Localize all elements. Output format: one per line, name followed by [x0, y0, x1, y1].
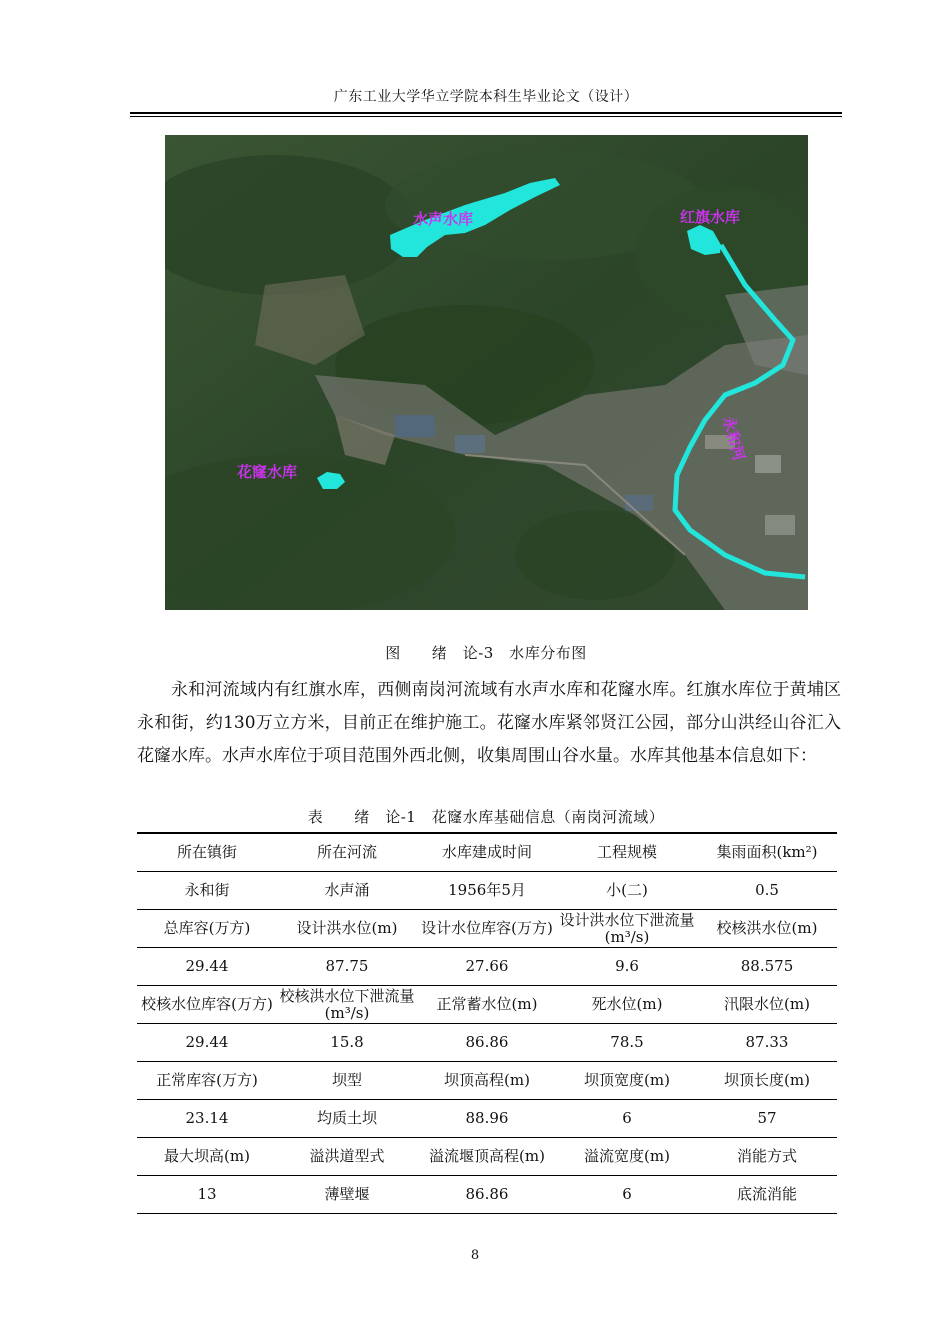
reservoir-info-table [137, 832, 837, 1214]
table-cell: 坝型 [277, 1062, 417, 1100]
table-cell: 校核洪水位下泄流量(m³/s) [277, 986, 417, 1024]
table-cell: 13 [197, 1185, 217, 1203]
table-cell: 6 [622, 1185, 632, 1203]
shuisheng-reservoir-label: 水声水库 [413, 210, 474, 228]
table-cell: 所在河流 [277, 833, 417, 872]
satellite-map-image [165, 135, 808, 610]
table-cell: 23.14 [137, 1100, 277, 1138]
table-cell: 15.8 [277, 1024, 417, 1062]
table-cell: 薄壁堰 [324, 1185, 370, 1203]
header-rule [130, 112, 842, 117]
huadeng-reservoir-label: 花窿水库 [237, 463, 298, 481]
table-cell: 29.44 [137, 1024, 277, 1062]
table-cell: 87.33 [697, 1024, 837, 1062]
table-cell: 死水位(m) [557, 986, 697, 1024]
table-cell: 88.575 [697, 948, 837, 986]
table-header-row [137, 910, 837, 948]
table-cell: 溢洪道型式 [277, 1138, 417, 1176]
table-cell: 均质土坝 [277, 1100, 417, 1138]
table-cell: 溢流堰顶高程(m) [417, 1138, 557, 1176]
table-cell: 水声涌 [277, 872, 417, 910]
table-cell: 0.5 [697, 872, 837, 910]
table-header-row [137, 1062, 837, 1100]
table-cell: 永和街 [137, 872, 277, 910]
table-cell: 汛限水位(m) [697, 986, 837, 1024]
table-cell: 小(二) [557, 872, 697, 910]
reservoir-distribution-map [165, 135, 808, 610]
table-cell: 87.75 [277, 948, 417, 986]
table-cell: 溢流宽度(m) [557, 1138, 697, 1176]
table-cell: 水库建成时间 [417, 833, 557, 872]
table-cell: 校核水位库容(万方) [137, 986, 277, 1024]
table-cell: 57 [697, 1100, 837, 1138]
table-cell: 正常库容(万方) [137, 1062, 277, 1100]
table-caption: 表 绪 论-1 花窿水库基础信息（南岗河流域） [307, 808, 665, 826]
table-cell: 正常蓄水位(m) [417, 986, 557, 1024]
table-cell: 所在镇街 [137, 833, 277, 872]
yonghe-river-label: 永和河 [719, 414, 749, 463]
table-cell: 集雨面积(km²) [697, 833, 837, 872]
table-cell: 工程规模 [557, 833, 697, 872]
table-cell: 校核洪水位(m) [697, 910, 837, 948]
body-paragraph: 永和河流域内有红旗水库，西侧南岗河流域有水声水库和花窿水库。红旗水库位于黄埔区永和街，约130万立方米，目前正在维护施工。花窿水库紧邻贤江公园，部分山洪经山谷汇入花窿水库。水声水库位于项目范围外西北侧，收集周围山谷水量。水库其他基本信息如下： [137, 680, 841, 766]
table-header-row [137, 833, 837, 872]
table-cell: 总库容(万方) [137, 910, 277, 948]
table-cell: 设计洪水位下泄流量(m³/s) [557, 910, 697, 948]
table-cell: 坝顶长度(m) [697, 1062, 837, 1100]
figure-caption: 图 绪 论-3 水库分布图 [385, 644, 587, 662]
running-head: 广东工业大学华立学院本科生毕业论文（设计） [333, 89, 639, 105]
table-cell: 78.5 [557, 1024, 697, 1062]
table-cell: 坝顶高程(m) [417, 1062, 557, 1100]
table-header-row [137, 986, 837, 1024]
table-cell: 1956年5月 [417, 872, 557, 910]
table-cell: 坝顶宽度(m) [557, 1062, 697, 1100]
table-header-row [137, 1138, 837, 1176]
table-row [137, 1024, 837, 1062]
table-cell: 9.6 [557, 948, 697, 986]
hongqi-reservoir-label: 红旗水库 [680, 208, 741, 226]
table-cell: 设计水位库容(万方) [417, 910, 557, 948]
table-cell: 27.66 [417, 948, 557, 986]
table-cell: 最大坝高(m) [137, 1138, 277, 1176]
table-cell: 86.86 [417, 1024, 557, 1062]
table-row [137, 1176, 837, 1214]
table-row [137, 948, 837, 986]
table-cell: 消能方式 [697, 1138, 837, 1176]
table-cell: 88.96 [417, 1100, 557, 1138]
table-row [137, 1100, 837, 1138]
table-cell: 6 [557, 1100, 697, 1138]
table-cell: 底流消能 [736, 1185, 797, 1203]
table-row [137, 872, 837, 910]
table-cell: 29.44 [137, 948, 277, 986]
table-cell: 86.86 [465, 1185, 509, 1203]
table-cell: 设计洪水位(m) [277, 910, 417, 948]
page-number: 8 [470, 1248, 480, 1263]
